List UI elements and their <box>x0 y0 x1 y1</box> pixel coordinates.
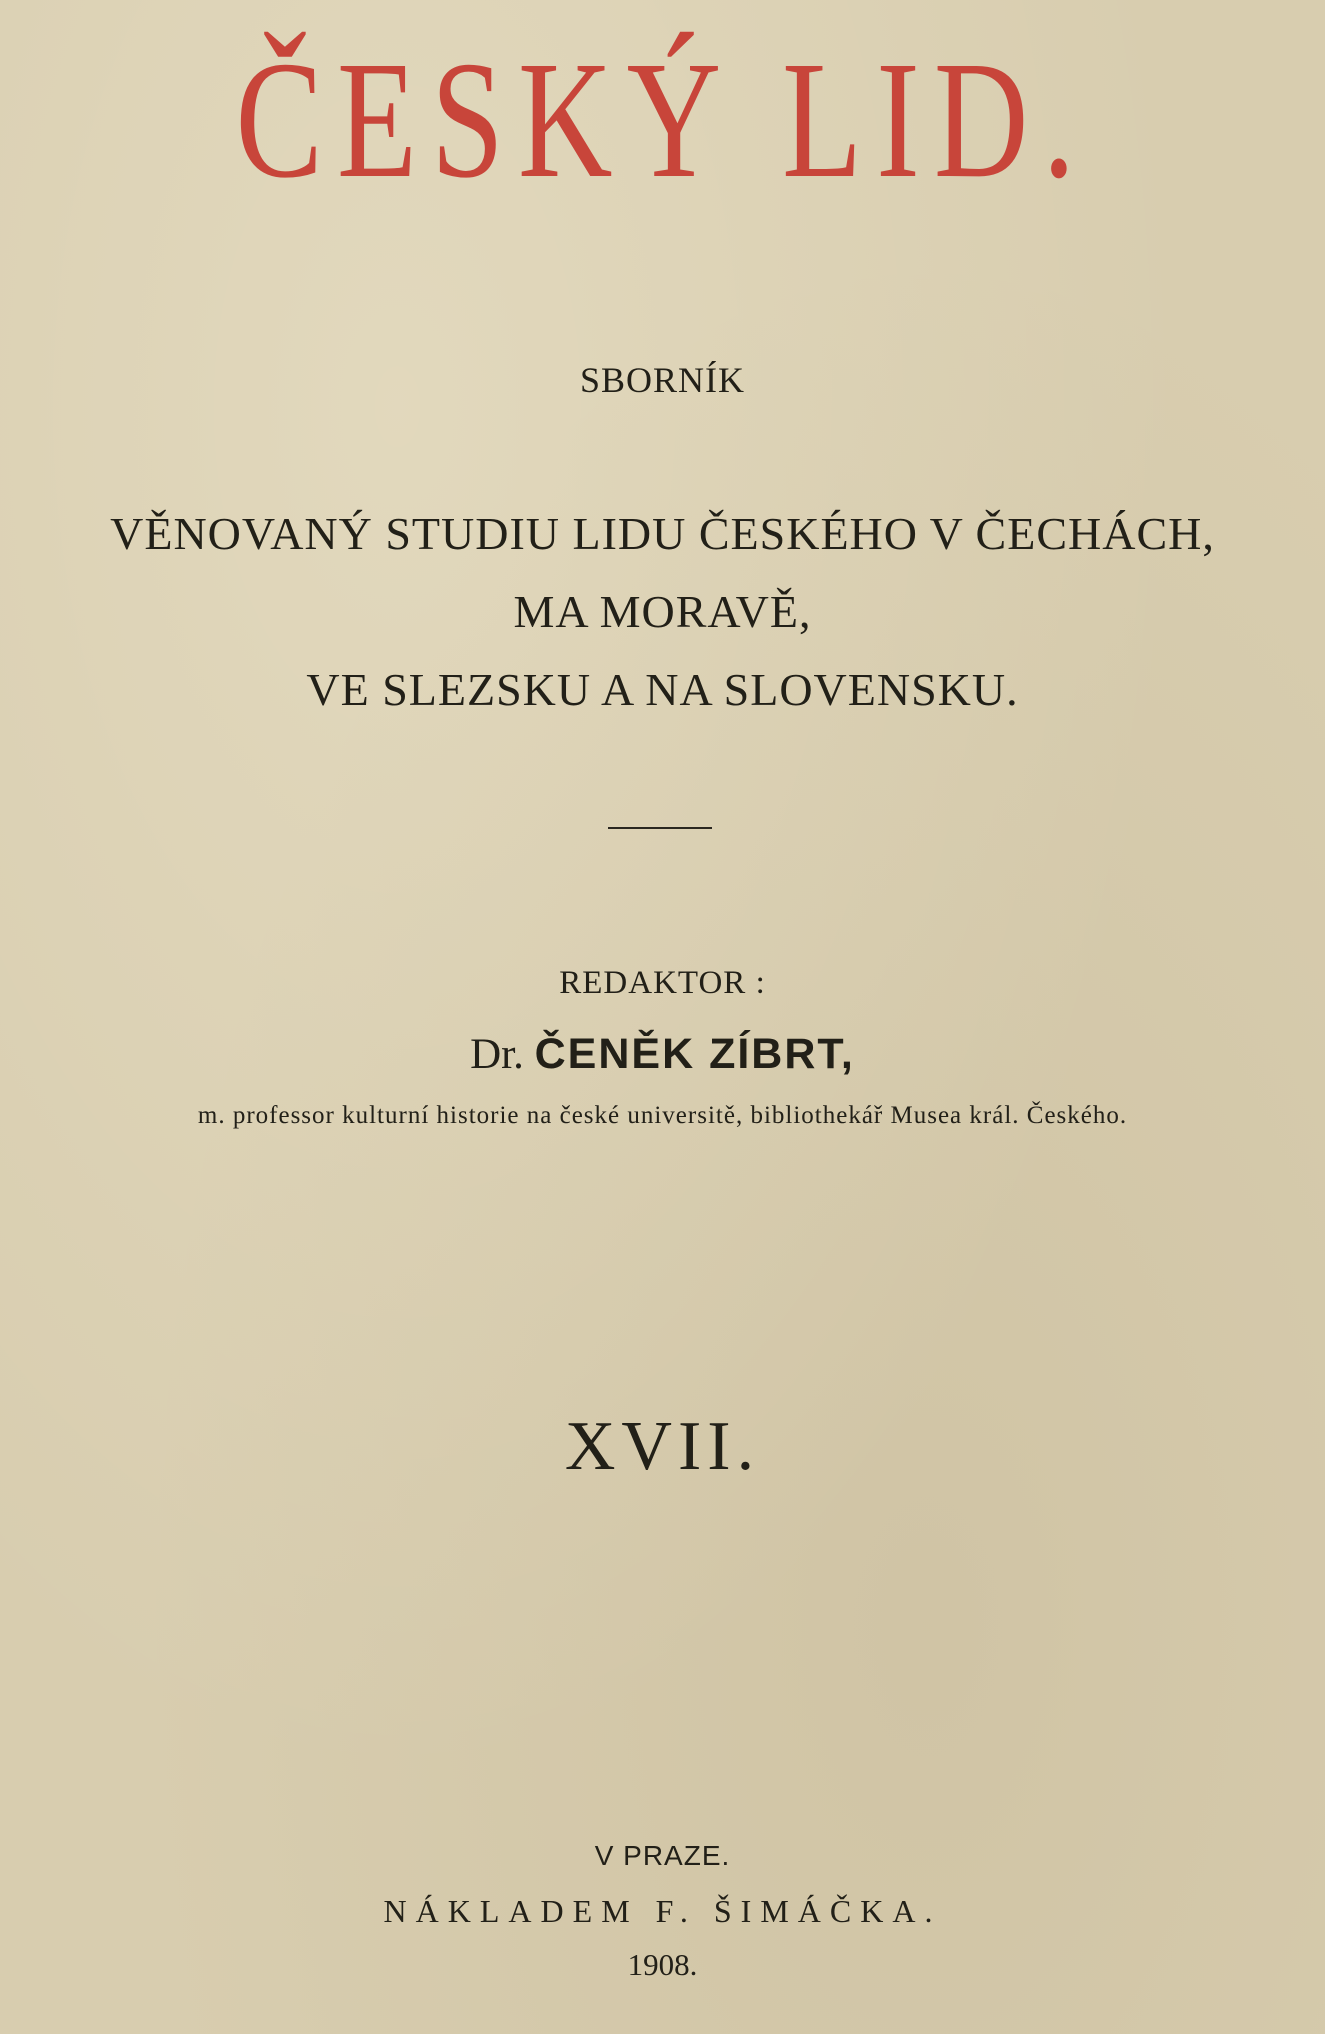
imprint-publisher: NÁKLADEM F. ŠIMÁČKA. <box>383 1893 942 1929</box>
dedication-line-3: VE SLEZSKU A NA SLOVENSKU. <box>306 664 1019 715</box>
editor-affiliation: m. professor kulturní historie na české universitě, bibliothekář Musea král. Českého. <box>197 1102 1128 1129</box>
subtitle: SBORNÍK <box>579 360 746 400</box>
dedication-line-2: MA MORAVĚ, <box>513 586 812 637</box>
editor-line <box>0 1028 1325 1081</box>
volume-number: XVII. <box>564 1408 761 1485</box>
imprint-place: V PRAZE. <box>594 1840 731 1871</box>
book-title: ČESKÝ LID. <box>235 27 1090 213</box>
imprint-year: 1908. <box>627 1947 698 1982</box>
dedication-line-1: VĚNOVANÝ STUDIU LIDU ČESKÉHO V ČECHÁCH, <box>110 508 1215 559</box>
divider-rule <box>608 827 712 829</box>
editor-label: REDAKTOR : <box>559 965 766 1001</box>
editor-prefix: Dr. <box>470 1031 524 1078</box>
editor-name: ČENĚK ZÍBRT, <box>534 1030 855 1078</box>
